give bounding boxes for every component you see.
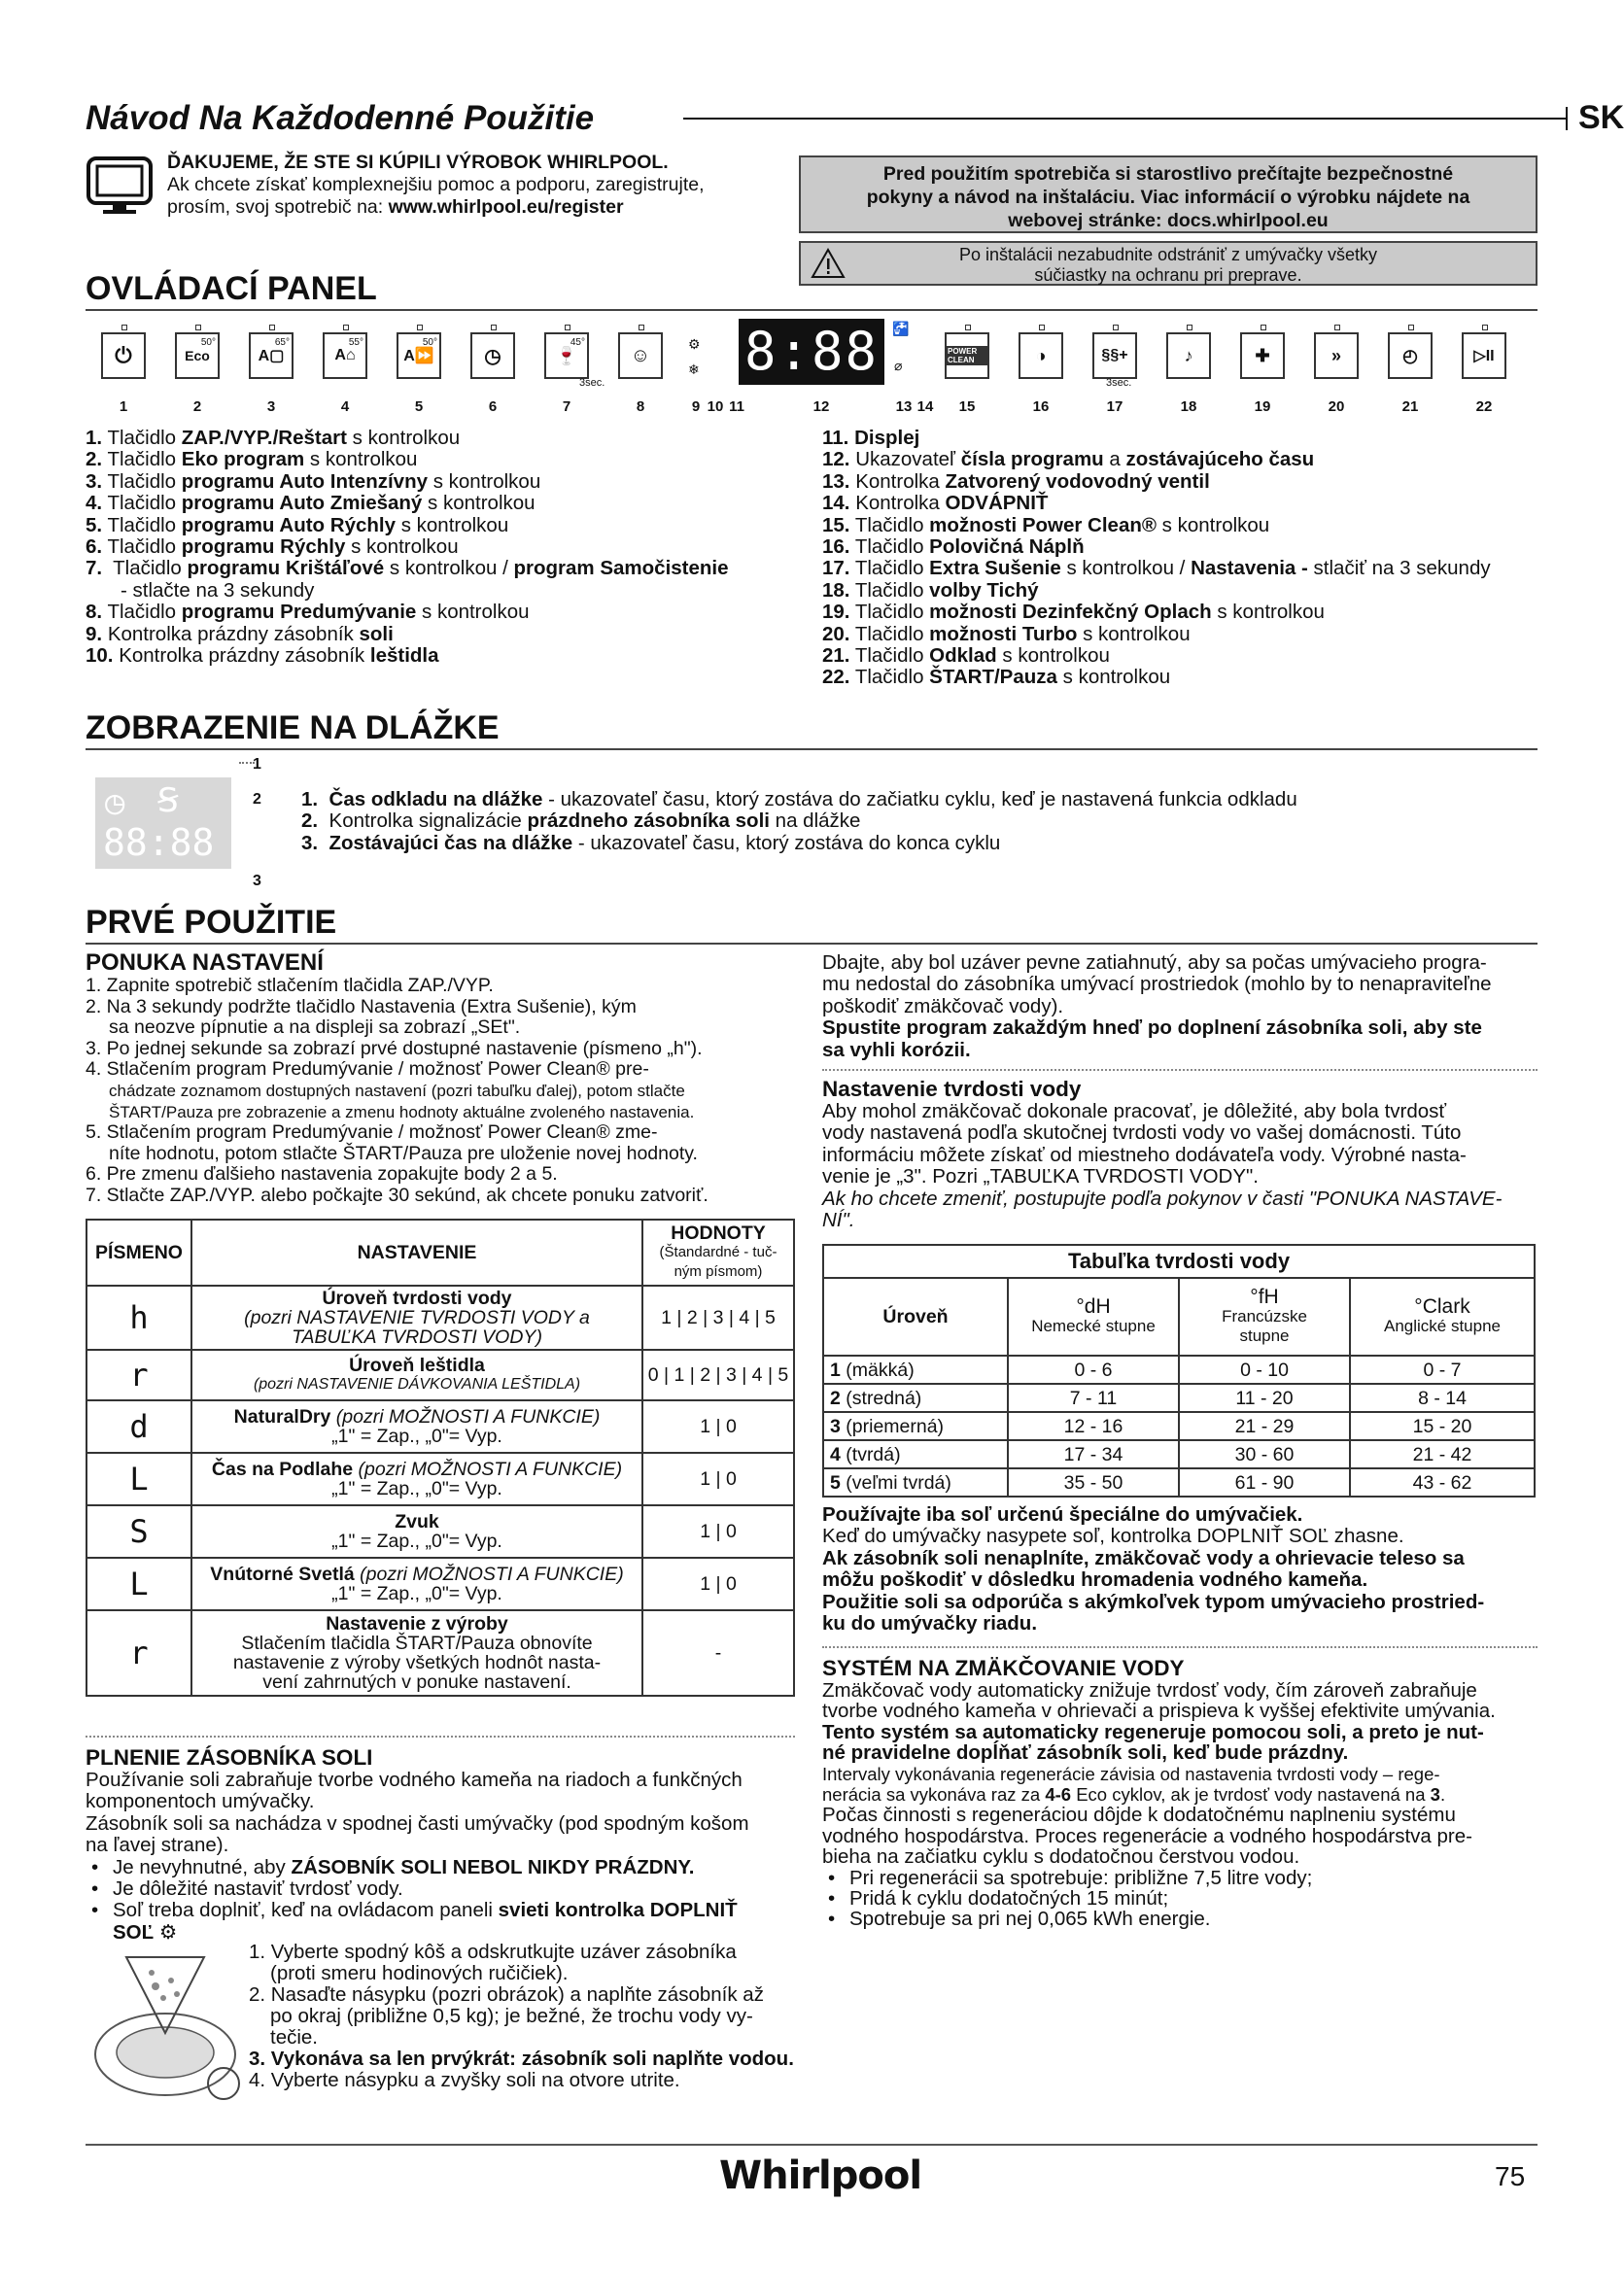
system-text: bieha na začiatku cyklu s dodatočnou čerstvou vodou. bbox=[822, 1845, 1300, 1869]
system-bullet: • Pri regenerácii sa spotrebuje: približne 7,5 litre vody; bbox=[822, 1868, 1541, 1888]
display-letter: h bbox=[86, 1286, 191, 1350]
salt-funnel-illustration bbox=[87, 1938, 243, 2113]
prewash-icon: ☺ bbox=[618, 332, 663, 379]
salt-text: komponentoch umývačky. bbox=[86, 1790, 315, 1813]
usage-text: Používajte iba soľ určenú špeciálne do umývačiek. bbox=[822, 1503, 1303, 1526]
panel-number: 21 bbox=[1401, 398, 1419, 415]
list-item: 9. Kontrolka prázdny zásobník soli bbox=[86, 622, 394, 645]
panel-number: 10 bbox=[707, 398, 724, 415]
panel-number: 3 bbox=[266, 398, 276, 415]
salt-bullet: • Je nevyhnutné, aby ZÁSOBNÍK SOLI NEBOL NIKDY PRÁZDNY. bbox=[86, 1857, 805, 1878]
panel-number: 16 bbox=[1032, 398, 1050, 415]
table-header: Úroveň bbox=[823, 1278, 1008, 1356]
control-list-left bbox=[86, 428, 805, 667]
list-item: 15. Tlačidlo možnosti Power Clean® s kontrolkou bbox=[822, 513, 1270, 536]
values-cell: 0 | 1 | 2 | 3 | 4 | 5 bbox=[642, 1350, 794, 1400]
right-text: Spustite program zakaždým hneď po doplnení zásobníka soli, aby ste bbox=[822, 1016, 1482, 1040]
hardness-text: venie je „3". Pozri „TABUĽKA TVRDOSTI VODY". bbox=[822, 1165, 1259, 1188]
settings-menu-block bbox=[86, 950, 805, 1207]
safety-line: Pred použitím spotrebiča si starostlivo prečítajte bezpečnostné bbox=[882, 163, 1454, 185]
menu-step: 7. Stlačte ZAP./VYP. alebo počkajte 30 sekúnd, ak chcete ponuku zatvoriť. bbox=[86, 1184, 708, 1206]
three-sec-label: 3sec. bbox=[1106, 377, 1132, 389]
safety-line: webovej stránke: docs.whirlpool.eu bbox=[1008, 210, 1329, 231]
table-caption: Tabuľka tvrdosti vody bbox=[823, 1245, 1535, 1278]
salt-step: po okraj (približne 0,5 kg); je bežné, že trochu vody vy- bbox=[270, 2005, 753, 2027]
auto-mixed-icon: 55° A⌂ bbox=[323, 332, 367, 379]
page-number: 75 bbox=[1495, 2161, 1526, 2191]
menu-step: 3. Po jednej sekunde sa zobrazí prvé dostupné nastavenie (písmeno „h"). bbox=[86, 1037, 703, 1059]
system-text: nerácia sa vykonáva raz za 4-6 Eco cyklov, ak je tvrdosť vody nastavená na 3. bbox=[822, 1784, 1446, 1806]
list-item: 3. Zostávajúci čas na dlážke - ukazovateľ času, ktorý zostáva do konca cyklu bbox=[301, 831, 1001, 854]
menu-title: PONUKA NASTAVENÍ bbox=[86, 949, 324, 976]
panel-number: 7 bbox=[562, 398, 571, 415]
sanitize-rinse-icon: ✚ bbox=[1240, 332, 1285, 379]
list-item: 1. Čas odkladu na dlážke - ukazovateľ času, ktorý zostáva do začiatku cyklu, keď je nastavená funkcia odkladu bbox=[301, 788, 1297, 810]
list-item: 8. Tlačidlo programu Predumývanie s kontrolkou bbox=[86, 601, 530, 624]
list-item: 19. Tlačidlo možnosti Dezinfekčný Oplach s kontrolkou bbox=[822, 601, 1325, 624]
list-item: 11. Displej bbox=[822, 427, 920, 449]
values-cell: 1 | 0 bbox=[642, 1400, 794, 1453]
three-sec-label: 3sec. bbox=[579, 377, 605, 389]
system-bullet: • Pridá k cyklu dodatočných 15 minút; bbox=[822, 1888, 1541, 1909]
right-text: sa vyhli korózii. bbox=[822, 1038, 971, 1061]
warning-line: súčiastky na ochranu pri preprave. bbox=[1034, 265, 1302, 285]
table-header: HODNOTY (Štandardné - tuč- ným písmom) bbox=[642, 1220, 794, 1286]
salt-step: tečie. bbox=[270, 2026, 318, 2049]
menu-step: 6. Pre zmenu ďalšieho nastavenia zopakujte body 2 a 5. bbox=[86, 1163, 558, 1186]
table-row bbox=[86, 1286, 794, 1350]
values-cell: 1 | 0 bbox=[642, 1453, 794, 1505]
dotted-separator bbox=[822, 1069, 1538, 1071]
right-text: poškodiť zmäkčovač vody). bbox=[822, 994, 1064, 1017]
list-item: 17. Tlačidlo Extra Sušenie s kontrolkou / Nastavenia - stlačiť na 3 sekundy bbox=[822, 557, 1491, 580]
control-list-right bbox=[822, 428, 1541, 689]
salt-steps bbox=[249, 1942, 805, 2091]
system-text: Zmäkčovač vody automaticky znižuje tvrdosť vody, čím zároveň zabraňuje bbox=[822, 1679, 1477, 1702]
floor-display-diagram bbox=[93, 756, 261, 889]
language-code: SK bbox=[1578, 99, 1624, 136]
section-rule bbox=[86, 309, 1538, 311]
thanks-heading: ĎAKUJEME, ŽE STE SI KÚPILI VÝROBOK WHIRLPOOL. bbox=[167, 152, 669, 173]
warning-line: Po inštalácii nezabudnite odstrániť z umývačky všetky bbox=[959, 245, 1377, 264]
header-rule-end bbox=[1566, 107, 1568, 130]
panel-number: 18 bbox=[1180, 398, 1197, 415]
warning-triangle-icon bbox=[811, 247, 846, 280]
page-title: Návod Na Každodenné Použitie bbox=[86, 99, 595, 137]
panel-number: 4 bbox=[340, 398, 350, 415]
section-title-first-use: PRVÉ POUŽITIE bbox=[86, 904, 337, 941]
control-panel-diagram bbox=[89, 313, 1547, 415]
system-text: né pravidelne dopĺňať zásobník soli, keď bude prázdny. bbox=[822, 1741, 1349, 1765]
table-row bbox=[86, 1610, 794, 1696]
display-letter: L bbox=[86, 1453, 191, 1505]
silent-icon: ♪ bbox=[1166, 332, 1211, 379]
menu-step: 1. Zapnite spotrebič stlačením tlačidla ZAP./VYP. bbox=[86, 975, 494, 996]
list-item: - stlačte na 3 sekundy bbox=[121, 578, 315, 602]
water-tap-icon: 🚰 bbox=[892, 321, 910, 336]
menu-step: níte hodnotu, potom stlačte ŠTART/Pauza pre uloženie novej hodnoty. bbox=[109, 1142, 698, 1164]
list-item: 6. Tlačidlo programu Rýchly s kontrolkou bbox=[86, 535, 459, 559]
list-item: 12. Ukazovateľ čísla programu a zostávajúceho času bbox=[822, 448, 1315, 471]
salt-text: Zásobník soli sa nachádza v spodnej časti umývačky (pod spodným košom bbox=[86, 1811, 749, 1835]
delay-icon: ◴ bbox=[1388, 332, 1433, 379]
salt-text: na ľavej strane). bbox=[86, 1834, 229, 1857]
rinse-aid-indicator-icon: ❄ bbox=[688, 362, 700, 377]
dotted-separator bbox=[86, 1736, 795, 1738]
panel-number: 17 bbox=[1106, 398, 1123, 415]
list-item: 4. Tlačidlo programu Auto Zmiešaný s kontrolkou bbox=[86, 492, 536, 515]
system-text: Počas činnosti s regeneráciou dôjde k dodatočnému naplneniu systému bbox=[822, 1804, 1456, 1827]
hardness-text: NÍ". bbox=[822, 1209, 855, 1232]
system-text: Tento systém sa automaticky regeneruje pomocou soli, a preto je nut- bbox=[822, 1720, 1484, 1743]
quick-program-icon: ◷ bbox=[470, 332, 515, 379]
menu-step: 5. Stlačením program Predumývanie / možnosť Power Clean® zme- bbox=[86, 1121, 658, 1144]
hardness-text: informáciu môžete získať od miestneho dodávateľa vody. Výrobné nasta- bbox=[822, 1143, 1467, 1166]
descale-indicator-icon: ⌀ bbox=[894, 358, 903, 373]
list-item: 13. Kontrolka Zatvorený vodovodný ventil bbox=[822, 469, 1210, 493]
salt-block bbox=[86, 1745, 805, 1944]
table-row bbox=[86, 1558, 794, 1610]
panel-number: 13 bbox=[895, 398, 913, 415]
monitor-icon bbox=[86, 155, 154, 216]
panel-number: 8 bbox=[636, 398, 645, 415]
panel-number: 2 bbox=[192, 398, 202, 415]
salt-step: 1. Vyberte spodný kôš a odskrutkujte uzáver zásobníka bbox=[249, 1941, 737, 1963]
values-cell: 1 | 0 bbox=[642, 1558, 794, 1610]
values-cell: 1 | 0 bbox=[642, 1505, 794, 1558]
section-rule bbox=[86, 943, 1538, 945]
table-row: 1 (mäkká) 0 - 6 0 - 10 0 - 7 bbox=[823, 1356, 1535, 1384]
list-item: 5. Tlačidlo programu Auto Rýchly s kontrolkou bbox=[86, 513, 509, 536]
list-item: 2. Kontrolka signalizácie prázdneho zásobníka soli na dlážke bbox=[301, 809, 861, 833]
table-header: °fH Francúzske stupne bbox=[1179, 1278, 1350, 1356]
hardness-text: Ak ho chcete zmeniť, postupujte podľa pokynov v časti "PONUKA NASTAVE- bbox=[822, 1187, 1503, 1210]
menu-step: chádzate zoznamom dostupných nastavení (pozri tabuľku ďalej), potom stlačte bbox=[109, 1081, 685, 1100]
salt-indicator-icon: ⚙ bbox=[688, 336, 701, 352]
floor-list bbox=[301, 789, 1545, 854]
page-header bbox=[86, 97, 1624, 140]
display-letter: r bbox=[86, 1610, 191, 1696]
setting-cell: Úroveň tvrdosti vody (pozri NASTAVENIE TVRDOSTI VODY a TABUĽKA TVRDOSTI VODY) bbox=[191, 1286, 642, 1350]
section-rule bbox=[86, 748, 1538, 750]
setting-cell: Úroveň leštidla (pozri NASTAVENIE DÁVKOVANIA LEŠTIDLA) bbox=[191, 1350, 642, 1400]
salt-bullet: • Je dôležité nastaviť tvrdosť vody. bbox=[86, 1878, 805, 1900]
panel-number: 22 bbox=[1475, 398, 1493, 415]
thanks-line: Ak chcete získať komplexnejšiu pomoc a podporu, zaregistrujte, bbox=[167, 174, 705, 195]
list-item: 18. Tlačidlo volby Tichý bbox=[822, 578, 1039, 602]
menu-step: ŠTART/Pauza pre zobrazenie a zmenu hodnoty aktuálne zvoleného nastavenia. bbox=[109, 1102, 695, 1121]
table-header: °Clark Anglické stupne bbox=[1350, 1278, 1535, 1356]
display-letter: S bbox=[86, 1505, 191, 1558]
list-item: 16. Tlačidlo Polovičná Náplň bbox=[822, 535, 1085, 559]
eco-button-icon: 50° Eco bbox=[175, 332, 220, 379]
table-header: °dH Nemecké stupne bbox=[1008, 1278, 1179, 1356]
power-clean-button-icon: POWER CLEAN bbox=[945, 332, 989, 379]
floor-mark: 3 bbox=[253, 873, 261, 889]
extra-dry-icon: §§+ bbox=[1092, 332, 1137, 379]
salt-text: Používanie soli zabraňuje tvorbe vodného kameňa na riadoch a funkčných bbox=[86, 1769, 743, 1791]
list-item: 3. Tlačidlo programu Auto Intenzívny s kontrolkou bbox=[86, 469, 541, 493]
auto-intensive-icon: 65° A▢ bbox=[249, 332, 294, 379]
transport-warning-box bbox=[799, 241, 1538, 286]
panel-number: 12 bbox=[812, 398, 830, 415]
salt-step: (proti smeru hodinových ručičiek). bbox=[270, 1962, 569, 1984]
setting-cell: Vnútorné Svetlá (pozri MOŽNOSTI A FUNKCIE) „1" = Zap., „0"= Vyp. bbox=[191, 1558, 642, 1610]
right-column bbox=[822, 952, 1541, 1061]
system-bullet: • Spotrebuje sa pri nej 0,065 kWh energie. bbox=[822, 1909, 1541, 1929]
salt-bullet: • Soľ treba doplniť, keď na ovládacom paneli svieti kontrolka DOPLNIŤ bbox=[86, 1900, 805, 1921]
hardness-block bbox=[822, 1077, 1541, 1231]
system-text: vodného hospodárstva. Proces regenerácie a vodného hospodárstva pre- bbox=[822, 1824, 1472, 1847]
table-row: 2 (stredná) 7 - 11 11 - 20 8 - 14 bbox=[823, 1384, 1535, 1412]
table-row: 5 (veľmi tvrdá) 35 - 50 61 - 90 43 - 62 bbox=[823, 1468, 1535, 1497]
floor-display bbox=[95, 777, 231, 869]
start-pause-icon: ▷II bbox=[1462, 332, 1506, 379]
list-item: 7. Tlačidlo programu Krištáľové s kontrolkou / program Samočistenie bbox=[86, 557, 729, 580]
panel-number: 14 bbox=[916, 398, 934, 415]
hardness-text: Aby mohol zmäkčovač dokonale pracovať, je dôležité, aby bola tvrdosť bbox=[822, 1100, 1447, 1122]
menu-step: 4. Stlačením program Predumývanie / možnosť Power Clean® pre- bbox=[86, 1058, 649, 1081]
list-item: 22. Tlačidlo ŠTART/Pauza s kontrolkou bbox=[822, 666, 1171, 689]
floor-time: 88:88 bbox=[103, 821, 215, 864]
power-button-icon: ⏻ bbox=[101, 332, 146, 379]
delay-clock-icon: ◷ bbox=[105, 783, 125, 822]
setting-cell: NaturalDry (pozri MOŽNOSTI A FUNKCIE) „1" = Zap., „0"= Vyp. bbox=[191, 1400, 642, 1453]
values-cell: - bbox=[642, 1610, 794, 1696]
panel-number: 9 bbox=[691, 398, 701, 415]
salt-indicator-icon: ⚙ bbox=[158, 1920, 178, 1944]
table-row bbox=[86, 1400, 794, 1453]
table-header: PÍSMENO bbox=[86, 1220, 191, 1286]
hardness-title: Nastavenie tvrdosti vody bbox=[822, 1077, 1082, 1101]
floor-mark: 2 bbox=[253, 791, 261, 808]
hardness-text: vody nastavená podľa skutočnej tvrdosti vody vo vašej domácnosti. Túto bbox=[822, 1121, 1462, 1145]
table-row bbox=[86, 1453, 794, 1505]
panel-number: 11 bbox=[729, 398, 744, 415]
display-letter: r bbox=[86, 1350, 191, 1400]
setting-cell: Zvuk „1" = Zap., „0"= Vyp. bbox=[191, 1505, 642, 1558]
list-item: 10. Kontrolka prázdny zásobník leštidla bbox=[86, 644, 439, 668]
panel-number: 6 bbox=[488, 398, 498, 415]
salt-title: PLNENIE ZÁSOBNÍKA SOLI bbox=[86, 1745, 373, 1770]
footer-rule bbox=[86, 2144, 1538, 2146]
panel-number: 19 bbox=[1254, 398, 1271, 415]
salt-step: 3. Vykonáva sa len prvýkrát: zásobník soli naplňte vodou. bbox=[249, 2048, 794, 2070]
floor-mark: 1 bbox=[253, 756, 261, 773]
usage-text: môžu poškodiť v dôsledku hromadenia vodného kameňa. bbox=[822, 1568, 1368, 1592]
right-text: Dbajte, aby bol uzáver pevne zatiahnutý, aby sa počas umývacieho progra- bbox=[822, 951, 1487, 974]
list-item: 2. Tlačidlo Eko program s kontrolkou bbox=[86, 448, 418, 471]
usage-text: Ak zásobník soli nenaplníte, zmäkčovač vody a ohrievacie teleso sa bbox=[822, 1546, 1465, 1569]
salt-step: 4. Vyberte násypku a zvyšky soli na otvore utrite. bbox=[249, 2069, 680, 2091]
salt-floor-icon: Ꞩ bbox=[157, 781, 179, 820]
salt-usage-block bbox=[822, 1504, 1541, 1635]
main-display: 8:88 bbox=[739, 319, 884, 385]
table-row bbox=[86, 1350, 794, 1400]
thanks-block bbox=[86, 152, 795, 229]
list-item: 21. Tlačidlo Odklad s kontrolkou bbox=[822, 644, 1110, 668]
right-text: mu nedostal do zásobníka umývací prostriedok (mohlo by to nenapraviteľne bbox=[822, 973, 1492, 996]
panel-number: 1 bbox=[119, 398, 128, 415]
list-item: 1. Tlačidlo ZAP./VYP./Reštart s kontrolkou bbox=[86, 427, 461, 449]
panel-number: 20 bbox=[1328, 398, 1345, 415]
usage-text: Keď do umývačky nasypete soľ, kontrolka DOPLNIŤ SOĽ zhasne. bbox=[822, 1525, 1404, 1548]
setting-cell: Nastavenie z výroby Stlačením tlačidla ŠTART/Pauza obnovíte nastavenie z výroby všetkých hodnôt nasta- vení zahrnutých v ponuke nastavení. bbox=[191, 1610, 642, 1696]
table-row: 3 (priemerná) 12 - 16 21 - 29 15 - 20 bbox=[823, 1412, 1535, 1440]
table-row: 4 (tvrdá) 17 - 34 30 - 60 21 - 42 bbox=[823, 1440, 1535, 1468]
display-letter: L bbox=[86, 1558, 191, 1610]
system-text: Intervaly vykonávania regenerácie závisia od nastavenia tvrdosti vody – rege- bbox=[822, 1763, 1440, 1784]
water-hardness-table bbox=[822, 1244, 1536, 1498]
auto-quick-icon: 50° A⏩ bbox=[397, 332, 441, 379]
values-cell: 1 | 2 | 3 | 4 | 5 bbox=[642, 1286, 794, 1350]
dotted-separator bbox=[822, 1646, 1538, 1648]
softener-system-block bbox=[822, 1656, 1541, 1930]
section-title-control-panel: OVLÁDACÍ PANEL bbox=[86, 270, 377, 307]
safety-line: pokyny a návod na inštaláciu. Viac informácií o výrobku nájdete na bbox=[866, 187, 1470, 208]
panel-number: 5 bbox=[414, 398, 424, 415]
system-title: SYSTÉM NA ZMÄKČOVANIE VODY bbox=[822, 1656, 1185, 1680]
section-title-floor-display: ZOBRAZENIE NA DLÁŽKE bbox=[86, 709, 500, 746]
whirlpool-logo: Whirlpool bbox=[719, 2153, 922, 2198]
crystal-glass-icon: 45° 🍷 bbox=[544, 332, 589, 379]
display-letter: d bbox=[86, 1400, 191, 1453]
half-load-icon: ◑ bbox=[1019, 332, 1063, 379]
menu-step: sa neozve pípnutie a na displeji sa zobrazí „SEt". bbox=[109, 1016, 521, 1039]
table-row bbox=[86, 1505, 794, 1558]
setting-cell: Čas na Podlahe (pozri MOŽNOSTI A FUNKCIE) „1" = Zap., „0"= Vyp. bbox=[191, 1453, 642, 1505]
salt-bullet-cont: SOĽ ⚙ bbox=[113, 1920, 178, 1944]
header-rule bbox=[683, 118, 1568, 120]
list-item: 20. Tlačidlo možnosti Turbo s kontrolkou bbox=[822, 622, 1191, 645]
turbo-icon: » bbox=[1314, 332, 1359, 379]
register-link[interactable]: www.whirlpool.eu/register bbox=[388, 196, 624, 218]
settings-table bbox=[86, 1219, 795, 1697]
system-text: tvorbe vodného kameňa v ohrievači a prispieva k vyššej efektivite umývania. bbox=[822, 1700, 1496, 1723]
list-item: 14. Kontrolka ODVÁPNIŤ bbox=[822, 492, 1049, 515]
usage-text: ku do umývačky riadu. bbox=[822, 1612, 1038, 1636]
panel-number: 15 bbox=[958, 398, 976, 415]
safety-notice-box bbox=[799, 155, 1538, 233]
salt-step: 2. Nasaďte násypku (pozri obrázok) a naplňte zásobník až bbox=[249, 1983, 764, 2006]
menu-step: 2. Na 3 sekundy podržte tlačidlo Nastavenia (Extra Sušenie), kým bbox=[86, 995, 637, 1017]
table-header: NASTAVENIE bbox=[191, 1220, 642, 1286]
thanks-line: prosím, svoj spotrebič na: bbox=[167, 196, 389, 218]
usage-text: Použitie soli sa odporúča s akýmkoľvek typom umývacieho prostried- bbox=[822, 1590, 1485, 1613]
